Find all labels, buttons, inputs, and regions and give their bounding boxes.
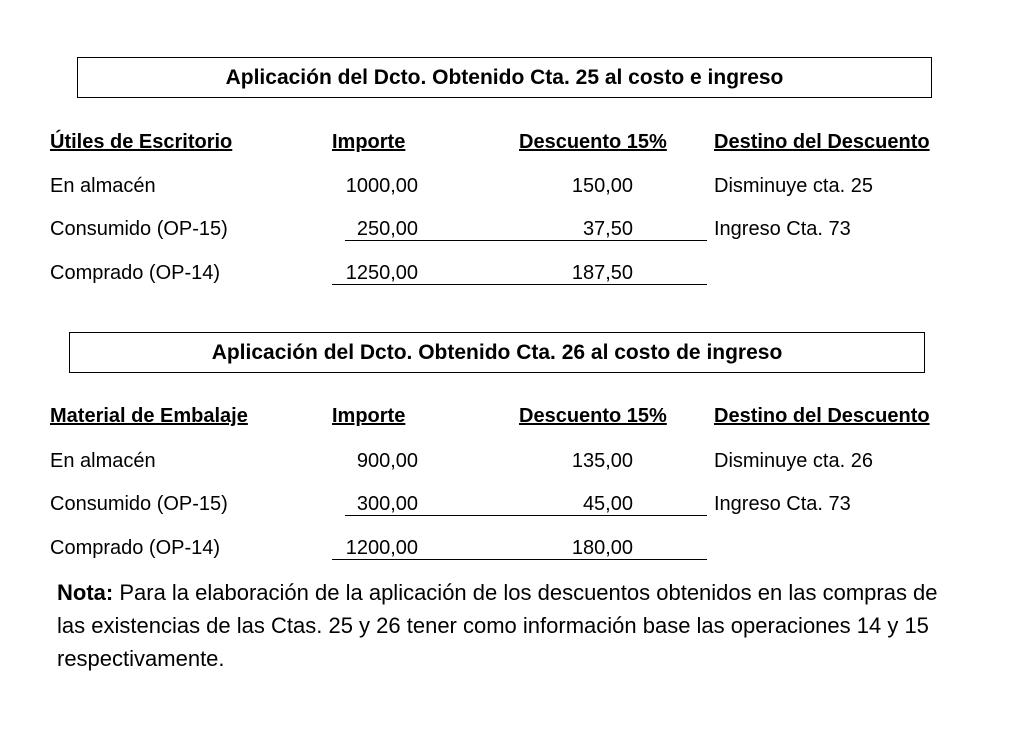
section1-row3-label: Comprado (OP-14) bbox=[50, 262, 221, 284]
section2-title: Aplicación del Dcto. Obtenido Cta. 26 al costo de ingreso bbox=[69, 332, 925, 373]
section2-row2-descuento: 45,00 bbox=[582, 493, 633, 515]
section2-row2-label: Consumido (OP-15) bbox=[50, 493, 228, 515]
section2-row1-importe: 900,00 bbox=[356, 450, 418, 472]
section2-row3-underline bbox=[332, 559, 707, 560]
section1-row3-descuento: 187,50 bbox=[571, 262, 633, 284]
section2-row3-label: Comprado (OP-14) bbox=[50, 537, 221, 559]
note-label: Nota: bbox=[57, 580, 114, 605]
section2-header-descuento: Descuento 15% bbox=[519, 405, 667, 427]
section2-header-item: Material de Embalaje bbox=[50, 405, 248, 427]
section1-row3-underline bbox=[332, 284, 707, 285]
note-text: Para la elaboración de la aplicación de los descuentos obtenidos en las compras de las existencias de las Ctas. 25 y 26 tener como información base las operaciones 14 y 15 respectivamente. bbox=[57, 580, 938, 671]
section1-row2-label: Consumido (OP-15) bbox=[50, 218, 228, 240]
section1-row2-importe: 250,00 bbox=[356, 218, 418, 240]
section1-row1-destino: Disminuye cta. 25 bbox=[714, 175, 873, 197]
section1-row3-importe: 1250,00 bbox=[345, 262, 418, 284]
section1-header-descuento: Descuento 15% bbox=[519, 131, 667, 153]
section2-header-importe: Importe bbox=[332, 405, 406, 427]
section2-row3-importe: 1200,00 bbox=[345, 537, 418, 559]
section1-title: Aplicación del Dcto. Obtenido Cta. 25 al costo e ingreso bbox=[77, 57, 932, 98]
section2-row1-destino: Disminuye cta. 26 bbox=[714, 450, 873, 472]
section1-header-item: Útiles de Escritorio bbox=[50, 131, 233, 153]
section1-row2-descuento: 37,50 bbox=[582, 218, 633, 240]
section1-header-importe: Importe bbox=[332, 131, 406, 153]
section1-row2-destino: Ingreso Cta. 73 bbox=[714, 218, 851, 240]
section2-row1-label: En almacén bbox=[50, 450, 156, 472]
section2-row2-importe: 300,00 bbox=[356, 493, 418, 515]
section1-row1-importe: 1000,00 bbox=[345, 175, 418, 197]
section1-row2-underline bbox=[345, 240, 707, 241]
section2-row1-descuento: 135,00 bbox=[571, 450, 633, 472]
section1-row1-label: En almacén bbox=[50, 175, 156, 197]
section2-row3-descuento: 180,00 bbox=[571, 537, 633, 559]
section2-header-destino: Destino del Descuento bbox=[714, 405, 930, 427]
section1-row1-descuento: 150,00 bbox=[571, 175, 633, 197]
section2-row2-underline bbox=[345, 515, 707, 516]
section1-header-destino: Destino del Descuento bbox=[714, 131, 930, 153]
note-paragraph bbox=[57, 576, 957, 675]
section2-row2-destino: Ingreso Cta. 73 bbox=[714, 493, 851, 515]
